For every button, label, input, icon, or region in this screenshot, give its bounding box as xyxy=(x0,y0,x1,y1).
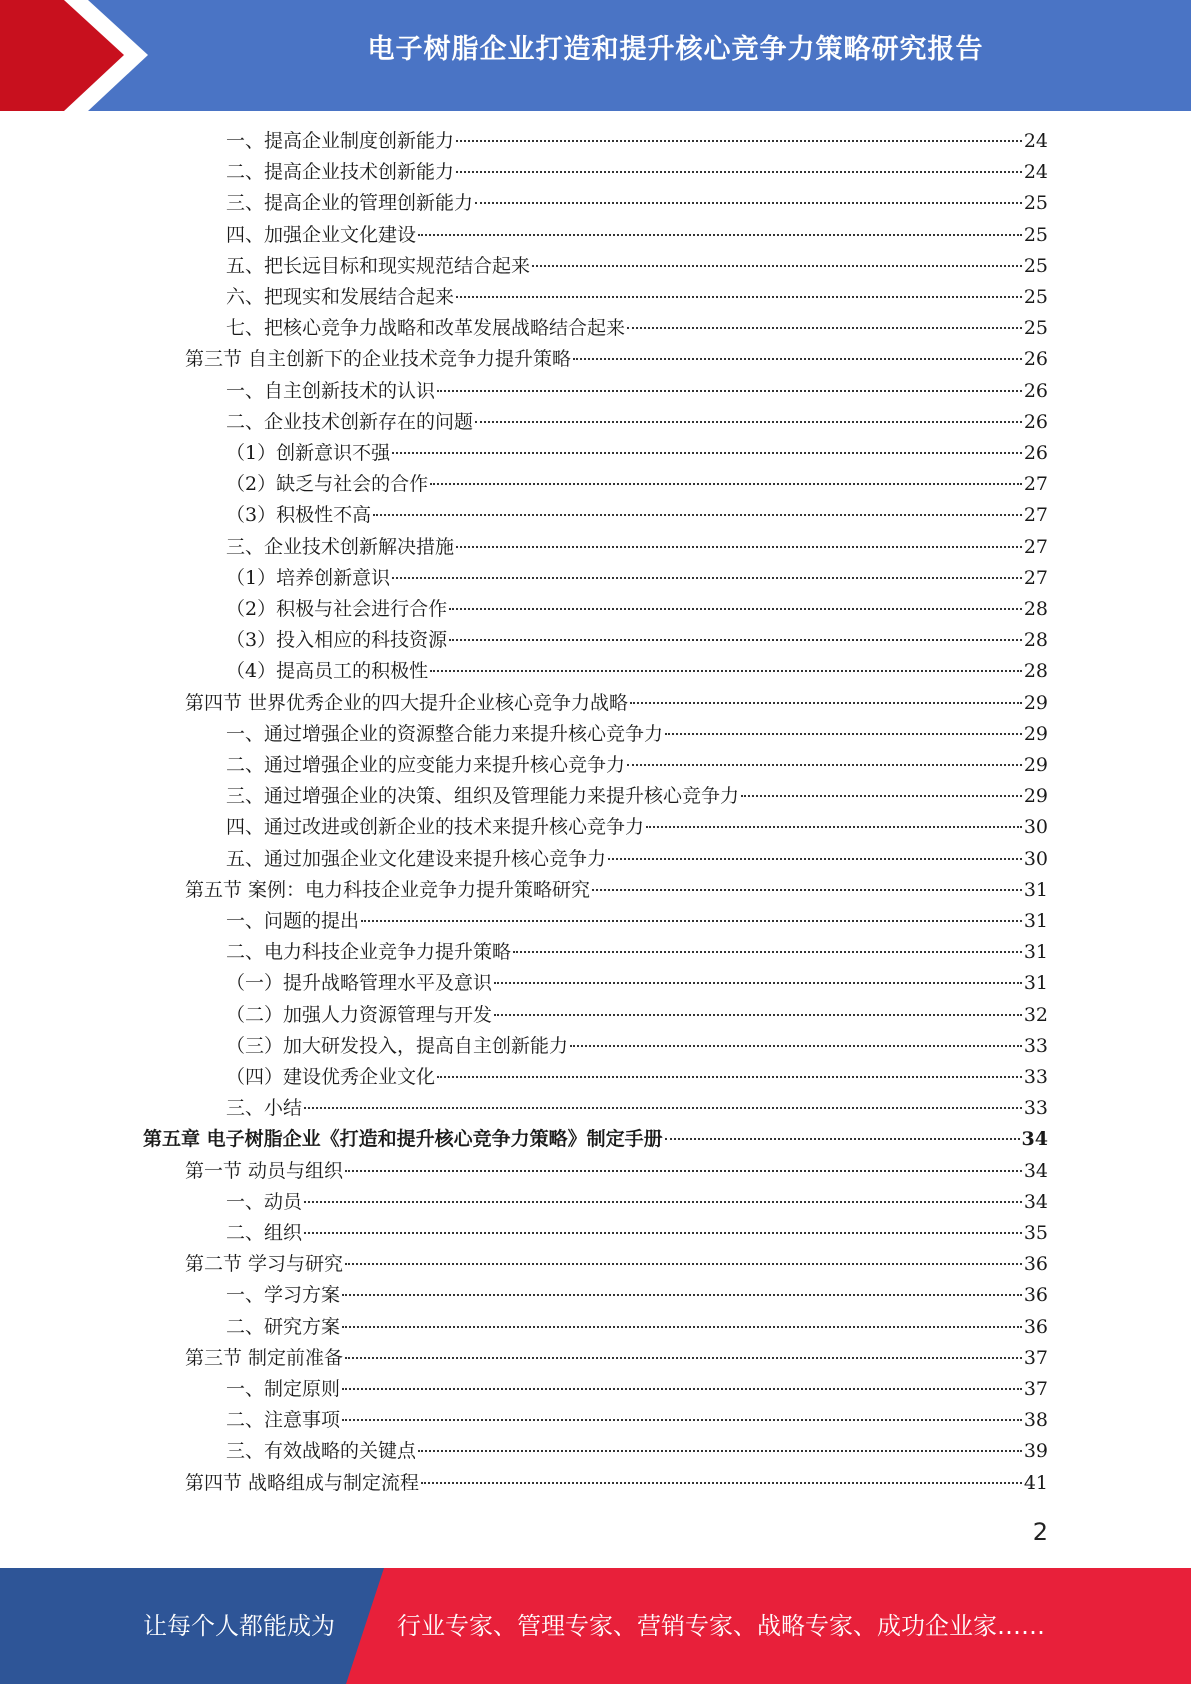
toc-dot-leader xyxy=(342,1418,1022,1421)
toc-dot-leader xyxy=(456,170,1022,173)
toc-entry-label: 第三节 自主创新下的企业技术竞争力提升策略 xyxy=(185,348,572,371)
toc-dot-leader xyxy=(342,1387,1022,1390)
toc-entry[interactable] xyxy=(226,1093,1048,1124)
toc-dot-leader xyxy=(304,1106,1022,1109)
toc-dot-leader xyxy=(494,1013,1022,1016)
toc-entry-page: 35 xyxy=(1023,1222,1048,1244)
toc-entry-label: （2）积极与社会进行合作 xyxy=(226,598,448,620)
toc-dot-leader xyxy=(345,1169,1022,1172)
toc-dot-leader xyxy=(646,825,1022,828)
page-footer xyxy=(0,1568,1191,1684)
toc-dot-leader xyxy=(392,451,1022,454)
toc-entry[interactable] xyxy=(226,625,1048,656)
toc-entry[interactable] xyxy=(226,968,1048,999)
toc-entry[interactable] xyxy=(226,1031,1048,1062)
toc-entry-label: 二、注意事项 xyxy=(226,1409,341,1432)
toc-entry-label: 一、学习方案 xyxy=(226,1284,341,1307)
toc-entry-label: 五、通过加强企业文化建设来提升核心竞争力 xyxy=(226,847,607,870)
toc-entry-page: 28 xyxy=(1023,598,1048,620)
toc-entry-page: 25 xyxy=(1023,254,1048,277)
report-title: 电子树脂企业打造和提升核心竞争力策略研究报告 xyxy=(367,34,984,65)
toc-dot-leader xyxy=(361,919,1022,922)
toc-entry-page: 36 xyxy=(1023,1315,1048,1338)
toc-entry[interactable] xyxy=(226,781,1048,812)
toc-entry[interactable] xyxy=(226,532,1048,563)
toc-entry-page: 26 xyxy=(1023,442,1048,464)
toc-entry[interactable] xyxy=(226,251,1048,282)
toc-entry-label: （3）投入相应的科技资源 xyxy=(226,629,448,652)
toc-entry-label: 第四节 世界优秀企业的四大提升企业核心竞争力战略 xyxy=(185,691,629,714)
toc-entry-page: 31 xyxy=(1023,972,1048,995)
toc-entry-label: 三、小结 xyxy=(226,1097,303,1120)
toc-dot-leader xyxy=(430,482,1022,485)
toc-entry-page: 29 xyxy=(1023,785,1048,808)
footer-slogan-right: 行业专家、管理专家、营销专家、战略专家、成功企业家…… xyxy=(397,1612,1045,1640)
toc-dot-leader xyxy=(665,732,1022,735)
toc-entry-page: 25 xyxy=(1023,286,1048,308)
toc-entry-label: 二、提高企业技术创新能力 xyxy=(226,161,455,184)
toc-entry-page: 34 xyxy=(1021,1128,1048,1151)
toc-entry-page: 34 xyxy=(1023,1190,1048,1213)
toc-entry[interactable] xyxy=(226,282,1048,313)
toc-entry-label: （三）加大研发投入，提高自主创新能力 xyxy=(226,1034,569,1057)
toc-entry[interactable] xyxy=(226,220,1048,251)
toc-entry-label: （2）缺乏与社会的合作 xyxy=(226,473,429,496)
toc-entry[interactable] xyxy=(226,594,1048,625)
toc-entry-page: 25 xyxy=(1023,317,1048,340)
toc-entry-label: 二、组织 xyxy=(226,1222,303,1244)
toc-entry-label: 第五章 电子树脂企业《打造和提升核心竞争力策略》制定手册 xyxy=(143,1128,663,1151)
toc-entry[interactable] xyxy=(226,438,1048,469)
toc-entry[interactable] xyxy=(226,812,1048,843)
toc-entry-label: 一、自主创新技术的认识 xyxy=(226,379,436,402)
toc-dot-leader xyxy=(456,545,1022,548)
toc-entry-page: 27 xyxy=(1023,473,1048,496)
toc-entry-label: （1）培养创新意识 xyxy=(226,566,391,589)
toc-entry[interactable] xyxy=(185,875,1048,906)
toc-dot-leader xyxy=(345,1262,1022,1265)
toc-entry-label: （二）加强人力资源管理与开发 xyxy=(226,1003,493,1026)
toc-dot-leader xyxy=(345,1356,1022,1359)
toc-entry-label: 第四节 战略组成与制定流程 xyxy=(185,1471,420,1494)
toc-entry-label: 三、提高企业的管理创新能力 xyxy=(226,192,474,215)
toc-dot-leader xyxy=(630,701,1022,704)
toc-entry-label: 三、通过增强企业的决策、组织及管理能力来提升核心竞争力 xyxy=(226,785,740,808)
toc-entry-page: 27 xyxy=(1023,566,1048,589)
toc-entry-page: 41 xyxy=(1023,1471,1048,1494)
toc-dot-leader xyxy=(627,763,1022,766)
toc-entry[interactable] xyxy=(226,1187,1048,1218)
toc-entry-label: 二、研究方案 xyxy=(226,1315,341,1338)
toc-entry[interactable] xyxy=(226,1280,1048,1311)
toc-entry-page: 37 xyxy=(1023,1346,1048,1369)
toc-entry-label: 一、制定原则 xyxy=(226,1378,341,1400)
toc-entry-page: 26 xyxy=(1023,379,1048,402)
toc-entry-page: 28 xyxy=(1023,660,1048,683)
toc-entry-label: 四、通过改进或创新企业的技术来提升核心竞争力 xyxy=(226,816,645,839)
toc-dot-leader xyxy=(475,420,1022,423)
toc-entry-page: 33 xyxy=(1023,1066,1048,1088)
toc-entry-page: 31 xyxy=(1023,910,1048,932)
toc-dot-leader xyxy=(627,326,1022,329)
toc-dot-leader xyxy=(304,1200,1022,1203)
toc-entry-page: 28 xyxy=(1023,629,1048,652)
toc-entry-label: （3）积极性不高 xyxy=(226,504,372,527)
toc-entry-label: （1）创新意识不强 xyxy=(226,442,391,464)
toc-dot-leader xyxy=(513,950,1022,953)
toc-entry[interactable] xyxy=(185,1343,1048,1374)
toc-dot-leader xyxy=(741,794,1022,797)
toc-dot-leader xyxy=(418,233,1022,236)
toc-dot-leader xyxy=(418,1449,1022,1452)
toc-entry-label: 二、通过增强企业的应变能力来提升核心竞争力 xyxy=(226,754,626,776)
toc-entry[interactable] xyxy=(226,1374,1048,1405)
footer-slogan-left: 让每个人都能成为 xyxy=(143,1612,335,1640)
toc-entry[interactable] xyxy=(226,656,1048,687)
toc-entry-page: 36 xyxy=(1023,1253,1048,1276)
page-number: 2 xyxy=(1032,1518,1048,1546)
toc-dot-leader xyxy=(342,1293,1022,1296)
toc-entry-page: 36 xyxy=(1023,1284,1048,1307)
toc-dot-leader xyxy=(437,389,1022,392)
toc-dot-leader xyxy=(373,513,1022,516)
toc-entry-page: 24 xyxy=(1023,161,1048,184)
toc-entry-label: 六、把现实和发展结合起来 xyxy=(226,286,455,308)
toc-dot-leader xyxy=(494,981,1022,984)
toc-entry[interactable] xyxy=(226,1436,1048,1467)
toc-entry-page: 33 xyxy=(1023,1097,1048,1120)
toc-dot-leader xyxy=(421,1481,1022,1484)
toc-entry[interactable] xyxy=(226,563,1048,594)
toc-entry-label: （4）提高员工的积极性 xyxy=(226,660,429,683)
toc-entry-label: 一、问题的提出 xyxy=(226,910,360,932)
toc-entry[interactable] xyxy=(226,500,1048,531)
toc-dot-leader xyxy=(570,1044,1022,1047)
page-header xyxy=(0,0,1191,111)
toc-entry-label: 三、有效战略的关键点 xyxy=(226,1440,417,1463)
toc-entry[interactable] xyxy=(226,1062,1048,1093)
toc-entry-page: 29 xyxy=(1023,722,1048,745)
toc-entry-page: 30 xyxy=(1023,816,1048,839)
toc-entry-page: 29 xyxy=(1023,754,1048,776)
toc-entry-page: 38 xyxy=(1023,1409,1048,1432)
toc-entry[interactable] xyxy=(226,313,1048,344)
toc-entry[interactable] xyxy=(185,1468,1048,1499)
toc-entry-page: 26 xyxy=(1023,348,1048,371)
toc-dot-leader xyxy=(608,857,1022,860)
toc-entry-label: 第一节 动员与组织 xyxy=(185,1159,344,1182)
toc-entry[interactable] xyxy=(226,157,1048,188)
toc-entry[interactable] xyxy=(226,407,1048,438)
toc-entry-page: 33 xyxy=(1023,1034,1048,1057)
toc-entry[interactable] xyxy=(226,469,1048,500)
toc-entry-label: 一、提高企业制度创新能力 xyxy=(226,130,455,152)
toc-entry-label: 五、把长远目标和现实规范结合起来 xyxy=(226,254,531,277)
toc-dot-leader xyxy=(573,357,1022,360)
toc-entry-page: 30 xyxy=(1023,847,1048,870)
toc-entry-label: 第五节 案例：电力科技企业竞争力提升策略研究 xyxy=(185,878,591,901)
toc-dot-leader xyxy=(449,607,1022,610)
toc-dot-leader xyxy=(437,1075,1022,1078)
toc-entry-page: 25 xyxy=(1023,192,1048,215)
toc-dot-leader xyxy=(456,139,1022,142)
toc-entry-label: 第三节 制定前准备 xyxy=(185,1346,344,1369)
toc-entry-page: 24 xyxy=(1023,130,1048,152)
toc-entry-label: （四）建设优秀企业文化 xyxy=(226,1066,436,1088)
toc-entry-page: 31 xyxy=(1023,941,1048,964)
toc-entry[interactable] xyxy=(226,1405,1048,1436)
toc-entry[interactable] xyxy=(226,376,1048,407)
toc-entry-label: 第二节 学习与研究 xyxy=(185,1253,344,1276)
toc-entry-label: 七、把核心竞争力战略和改革发展战略结合起来 xyxy=(226,317,626,340)
toc-entry-page: 25 xyxy=(1023,223,1048,246)
toc-entry-page: 29 xyxy=(1023,691,1048,714)
toc-entry-page: 37 xyxy=(1023,1378,1048,1400)
toc-entry[interactable] xyxy=(226,719,1048,750)
toc-entry[interactable] xyxy=(226,906,1048,937)
toc-entry-page: 27 xyxy=(1023,504,1048,527)
toc-dot-leader xyxy=(304,1231,1022,1234)
toc-entry-page: 39 xyxy=(1023,1440,1048,1463)
toc-entry[interactable] xyxy=(226,750,1048,781)
toc-entry-label: 四、加强企业文化建设 xyxy=(226,223,417,246)
toc-entry-page: 27 xyxy=(1023,535,1048,558)
toc-entry-label: 二、企业技术创新存在的问题 xyxy=(226,410,474,433)
toc-entry-page: 31 xyxy=(1023,878,1048,901)
toc-entry[interactable] xyxy=(185,688,1048,719)
toc-entry-page: 34 xyxy=(1023,1159,1048,1182)
toc-entry[interactable] xyxy=(143,1124,1048,1155)
toc-dot-leader xyxy=(475,201,1022,204)
toc-entry[interactable] xyxy=(226,1000,1048,1031)
toc-entry[interactable] xyxy=(226,1312,1048,1343)
toc-entry-page: 32 xyxy=(1023,1003,1048,1026)
toc-entry-label: （一）提升战略管理水平及意识 xyxy=(226,972,493,995)
toc-entry-label: 一、动员 xyxy=(226,1190,303,1213)
toc-entry[interactable] xyxy=(185,1156,1048,1187)
toc-entry-label: 三、企业技术创新解决措施 xyxy=(226,535,455,558)
toc-entry-label: 一、通过增强企业的资源整合能力来提升核心竞争力 xyxy=(226,722,664,745)
toc-entry[interactable] xyxy=(226,1218,1048,1249)
toc-dot-leader xyxy=(449,638,1022,641)
toc-entry-page: 26 xyxy=(1023,410,1048,433)
toc-entry[interactable] xyxy=(185,344,1048,375)
toc-dot-leader xyxy=(592,888,1022,891)
toc-entry[interactable] xyxy=(226,126,1048,157)
toc-dot-leader xyxy=(392,576,1022,579)
toc-dot-leader xyxy=(456,295,1022,298)
toc-entry-label: 二、电力科技企业竞争力提升策略 xyxy=(226,941,512,964)
toc-entry[interactable] xyxy=(226,937,1048,968)
toc-entry[interactable] xyxy=(226,844,1048,875)
toc-dot-leader xyxy=(532,264,1022,267)
toc-dot-leader xyxy=(342,1325,1022,1328)
toc-dot-leader xyxy=(665,1137,1020,1140)
toc-entry[interactable] xyxy=(185,1249,1048,1280)
toc-dot-leader xyxy=(430,669,1022,672)
toc-entry[interactable] xyxy=(226,188,1048,219)
